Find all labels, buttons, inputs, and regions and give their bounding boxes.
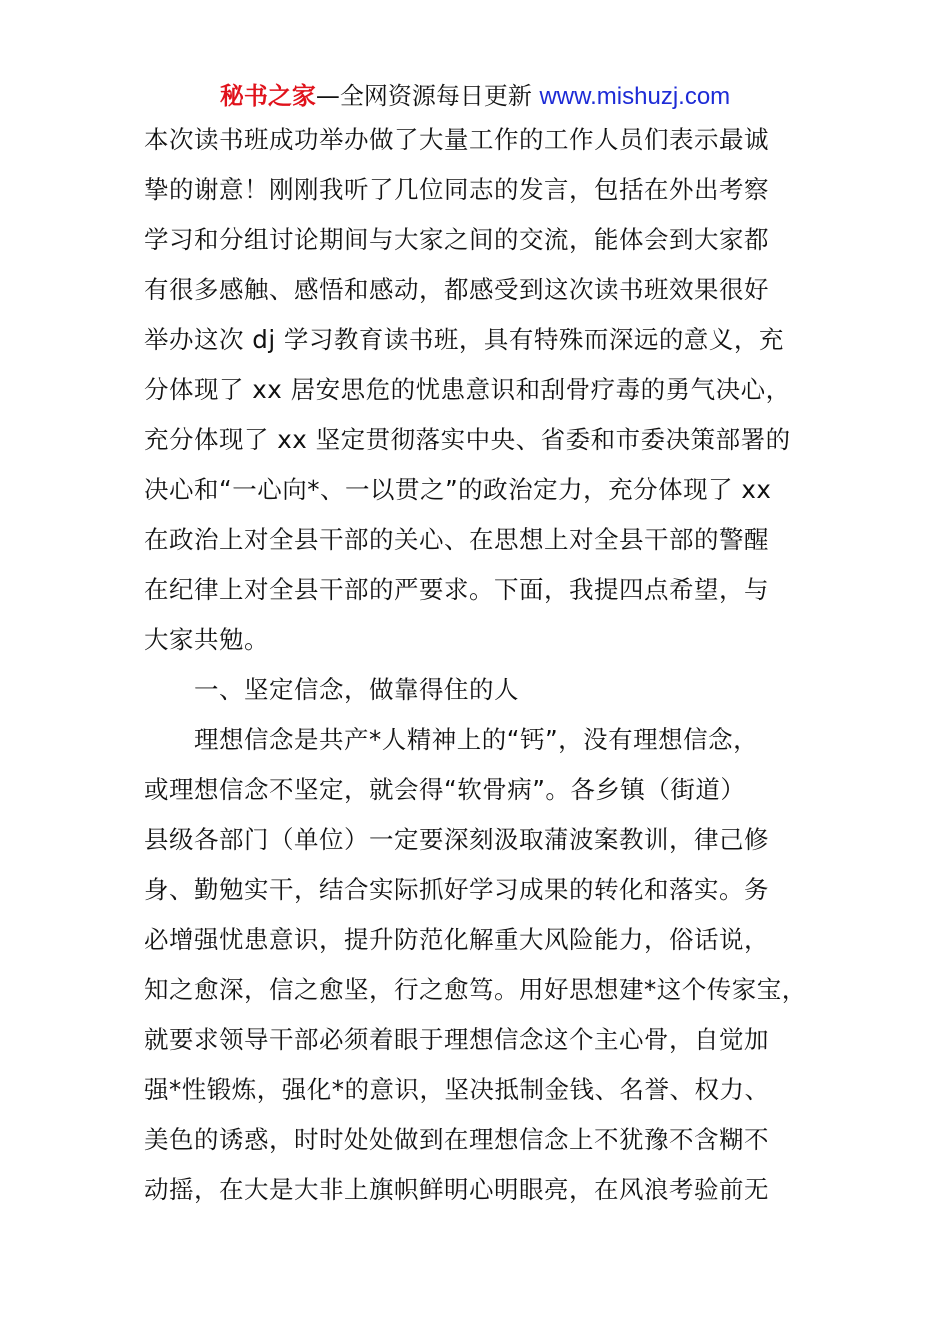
site-header [0, 80, 950, 113]
text-line: 强*性锻炼，强化*的意识，坚决抵制金钱、名誉、权力、 [144, 1075, 770, 1104]
text-line: 身、勤勉实干，结合实际抓好学习成果的转化和落实。务 [144, 875, 769, 904]
text-line: 在纪律上对全县干部的严要求。下面，我提四点希望，与 [144, 575, 769, 604]
site-url[interactable]: www.mishuzj.com [539, 83, 731, 110]
text-line: 知之愈深，信之愈坚，行之愈笃。用好思想建*这个传家宝， [144, 975, 807, 1004]
text-line: 学习和分组讨论期间与大家之间的交流，能体会到大家都 [144, 225, 769, 254]
text-line: 必增强忧患意识，提升防范化解重大风险能力，俗话说， [144, 925, 769, 954]
text-line: 理想信念是共产*人精神上的“钙”，没有理想信念， [194, 725, 759, 754]
text-line: 决心和“一心向*、一以贯之”的政治定力，充分体现了 xx [144, 475, 772, 504]
text-line: 或理想信念不坚定，就会得“软骨病”。各乡镇（街道） [144, 775, 746, 804]
text-line: 有很多感触、感悟和感动，都感受到这次读书班效果很好 [144, 275, 769, 304]
text-line: 充分体现了 xx 坚定贯彻落实中央、省委和市委决策部署的 [144, 425, 791, 454]
text-line: 分体现了 xx 居安思危的忧患意识和刮骨疗毒的勇气决心， [144, 375, 791, 404]
text-line: 大家共勉。 [144, 625, 269, 654]
text-line: 县级各部门（单位）一定要深刻汲取蒲波案教训，律己修 [144, 825, 769, 854]
brand-name: 秘书之家 [219, 82, 316, 110]
text-line: 挚的谢意！刚刚我听了几位同志的发言，包括在外出考察 [144, 175, 769, 204]
text-line: 本次读书班成功举办做了大量工作的工作人员们表示最诚 [144, 125, 769, 154]
text-line: 就要求领导干部必须着眼于理想信念这个主心骨，自觉加 [144, 1025, 769, 1054]
header-tagline: —全网资源每日更新 [315, 82, 532, 110]
text-line: 动摇，在大是大非上旗帜鲜明心明眼亮，在风浪考验前无 [144, 1175, 769, 1204]
text-line: 举办这次 dj 学习教育读书班，具有特殊而深远的意义，充 [144, 325, 784, 354]
text-line: 在政治上对全县干部的关心、在思想上对全县干部的警醒 [144, 525, 769, 554]
text-line: 美色的诱惑，时时处处做到在理想信念上不犹豫不含糊不 [144, 1125, 769, 1154]
section-heading: 一、坚定信念，做靠得住的人 [194, 675, 519, 704]
